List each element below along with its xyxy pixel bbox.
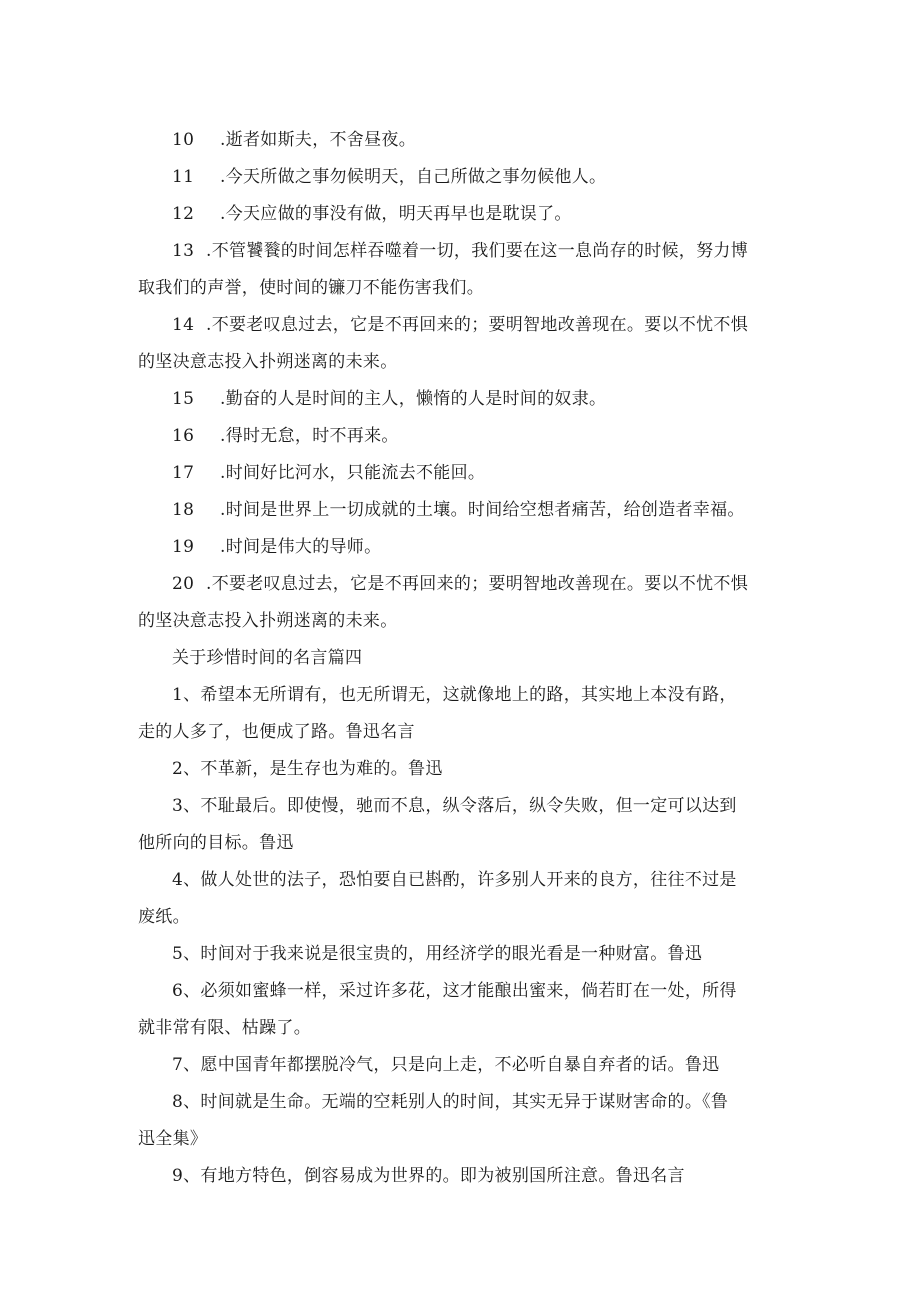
quote-item-19: [172, 537, 381, 557]
item-number: 15: [172, 389, 195, 409]
quote-item-16: [172, 426, 399, 446]
luxun-quote-1-continuation: 走的人多了，也便成了路。鲁迅名言: [138, 722, 415, 742]
item-number: 19: [172, 537, 195, 557]
item-number: 14: [172, 315, 195, 335]
quote-item-14: [172, 315, 748, 335]
quote-item-14-continuation: 的坚决意志投入扑朔迷离的未来。: [138, 352, 398, 372]
item-text: .逝者如斯夫，不舍昼夜。: [220, 130, 417, 150]
luxun-quote-2: 2、不革新，是生存也为难的。鲁迅: [172, 759, 443, 779]
quote-item-15: [172, 389, 606, 409]
quote-item-17: [172, 463, 485, 483]
item-text: .今天所做之事勿候明天，自己所做之事勿候他人。: [220, 167, 607, 187]
luxun-quote-9: 9、有地方特色，倒容易成为世界的。即为被别国所注意。鲁迅名言: [172, 1166, 685, 1186]
item-number: 17: [172, 463, 195, 483]
quote-item-10: [172, 130, 416, 150]
luxun-quote-7: 7、愿中国青年都摆脱冷气，只是向上走，不必听自暴自弃者的话。鲁迅: [172, 1055, 720, 1075]
item-number: 13: [172, 241, 195, 261]
item-number: 11: [172, 167, 195, 187]
luxun-quote-5: 5、时间对于我来说是很宝贵的，用经济学的眼光看是一种财富。鲁迅: [172, 944, 703, 964]
item-text: .今天应做的事没有做，明天再早也是耽误了。: [220, 204, 572, 224]
item-text: .时间是伟大的导师。: [220, 537, 382, 557]
item-number: 18: [172, 500, 195, 520]
item-number: 16: [172, 426, 195, 446]
luxun-quote-1: 1、希望本无所谓有，也无所谓无，这就像地上的路，其实地上本没有路，: [172, 685, 737, 705]
luxun-quote-8: 8、时间就是生命。无端的空耗别人的时间，其实无异于谋财害命的。《鲁: [172, 1092, 729, 1112]
quote-item-13: [172, 241, 748, 261]
quote-item-20: [172, 574, 748, 594]
quote-item-12: [172, 204, 572, 224]
item-text: .不要老叹息过去，它是不再回来的；要明智地改善现在。要以不忧不惧: [206, 574, 749, 594]
item-number: 12: [172, 204, 195, 224]
quote-item-11: [172, 167, 606, 187]
item-text: .得时无怠，时不再来。: [220, 426, 399, 446]
item-text: .时间好比河水，只能流去不能回。: [220, 463, 486, 483]
quote-item-13-continuation: 取我们的声誉，使时间的镰刀不能伤害我们。: [138, 278, 484, 298]
item-number: 20: [172, 574, 195, 594]
section-title: 关于珍惜时间的名言篇四: [172, 648, 363, 668]
item-text: .勤奋的人是时间的主人，懒惰的人是时间的奴隶。: [220, 389, 607, 409]
item-number: 10: [172, 130, 195, 150]
quote-item-20-continuation: 的坚决意志投入扑朔迷离的未来。: [138, 611, 398, 631]
item-text: .时间是世界上一切成就的土壤。时间给空想者痛苦，给创造者幸福。: [220, 500, 745, 520]
quote-item-18: [172, 500, 745, 520]
luxun-quote-6: 6、必须如蜜蜂一样，采过许多花，这才能酿出蜜来，倘若盯在一处，所得: [172, 981, 737, 1001]
luxun-quote-4-continuation: 废纸。: [138, 907, 190, 927]
item-text: .不管饕餮的时间怎样吞噬着一切，我们要在这一息尚存的时候，努力博: [206, 241, 749, 261]
item-text: .不要老叹息过去，它是不再回来的；要明智地改善现在。要以不忧不惧: [206, 315, 749, 335]
luxun-quote-3: 3、不耻最后。即使慢，驰而不息，纵令落后，纵令失败，但一定可以达到: [172, 796, 737, 816]
luxun-quote-6-continuation: 就非常有限、枯躁了。: [138, 1018, 311, 1038]
luxun-quote-8-continuation: 迅全集》: [138, 1129, 208, 1149]
luxun-quote-3-continuation: 他所向的目标。鲁迅: [138, 833, 294, 853]
luxun-quote-4: 4、做人处世的法子，恐怕要自已斟酌，许多别人开来的良方，往往不过是: [172, 870, 737, 890]
